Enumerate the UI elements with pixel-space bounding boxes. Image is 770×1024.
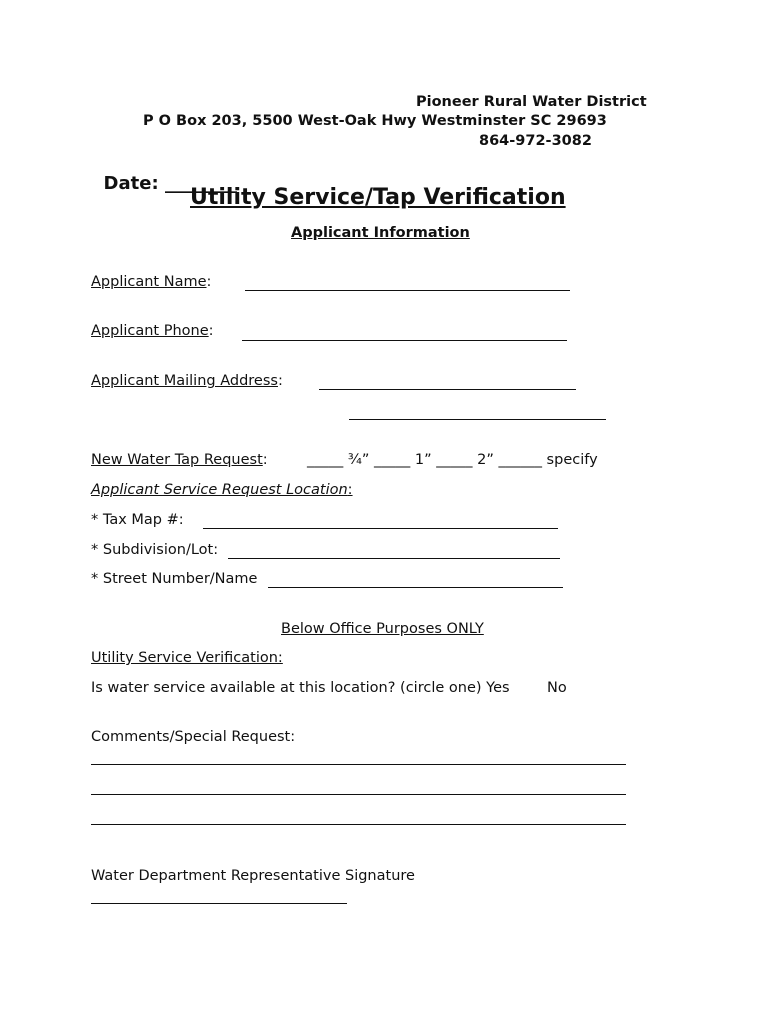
tap-size-options[interactable]: _____ ¾” _____ 1” _____ 2” ______ specify <box>307 452 598 468</box>
comments-line-1[interactable] <box>91 764 626 765</box>
applicant-name-label-text: Applicant Name <box>91 274 207 290</box>
org-phone: 864-972-3082 <box>479 133 592 149</box>
availability-question: Is water service available at this location? (circle one) Yes <box>91 680 510 696</box>
colon: : <box>277 373 283 389</box>
mailing-address-field-1[interactable] <box>319 389 576 390</box>
colon: : <box>208 323 214 339</box>
comments-line-2[interactable] <box>91 794 626 795</box>
applicant-phone-label <box>91 323 214 339</box>
date-blank[interactable]: ________ <box>164 173 237 194</box>
colon: : <box>206 274 212 290</box>
subdivision-label: * Subdivision/Lot: <box>91 542 219 558</box>
section-applicant-heading: Applicant Information <box>291 225 470 241</box>
colon: : <box>347 482 353 498</box>
mailing-address-label <box>91 373 283 389</box>
tap-request-label <box>91 452 268 468</box>
tax-map-label: * Tax Map #: <box>91 512 184 528</box>
org-address: P O Box 203, 5500 West-Oak Hwy Westminster SC 29693 <box>143 113 607 129</box>
colon: : <box>262 452 268 468</box>
street-label: * Street Number/Name <box>91 571 258 587</box>
applicant-phone-field[interactable] <box>242 340 567 341</box>
comments-label: Comments/Special Request: <box>91 729 296 745</box>
answer-no[interactable]: No <box>547 680 567 696</box>
signature-label: Water Department Representative Signature <box>91 868 415 884</box>
signature-line[interactable] <box>91 903 347 904</box>
street-field[interactable] <box>268 587 563 588</box>
service-location-label <box>91 482 357 498</box>
mailing-address-label-text: Applicant Mailing Address <box>91 373 278 389</box>
verification-label: Utility Service Verification: <box>91 650 283 666</box>
tax-map-field[interactable] <box>203 528 558 529</box>
service-location-label-text: Applicant Service Request Location <box>91 482 348 498</box>
applicant-name-field[interactable] <box>245 290 570 291</box>
org-name: Pioneer Rural Water District <box>416 94 647 110</box>
comments-line-3[interactable] <box>91 824 626 825</box>
subdivision-field[interactable] <box>228 558 560 559</box>
page-title: Utility Service/Tap Verification <box>190 185 566 210</box>
mailing-address-field-2[interactable] <box>349 419 606 420</box>
applicant-name-label <box>91 274 211 290</box>
date-label: Date: <box>103 173 159 194</box>
tap-request-label-text: New Water Tap Request <box>91 452 263 468</box>
applicant-phone-label-text: Applicant Phone <box>91 323 209 339</box>
office-heading: Below Office Purposes ONLY <box>281 621 484 637</box>
